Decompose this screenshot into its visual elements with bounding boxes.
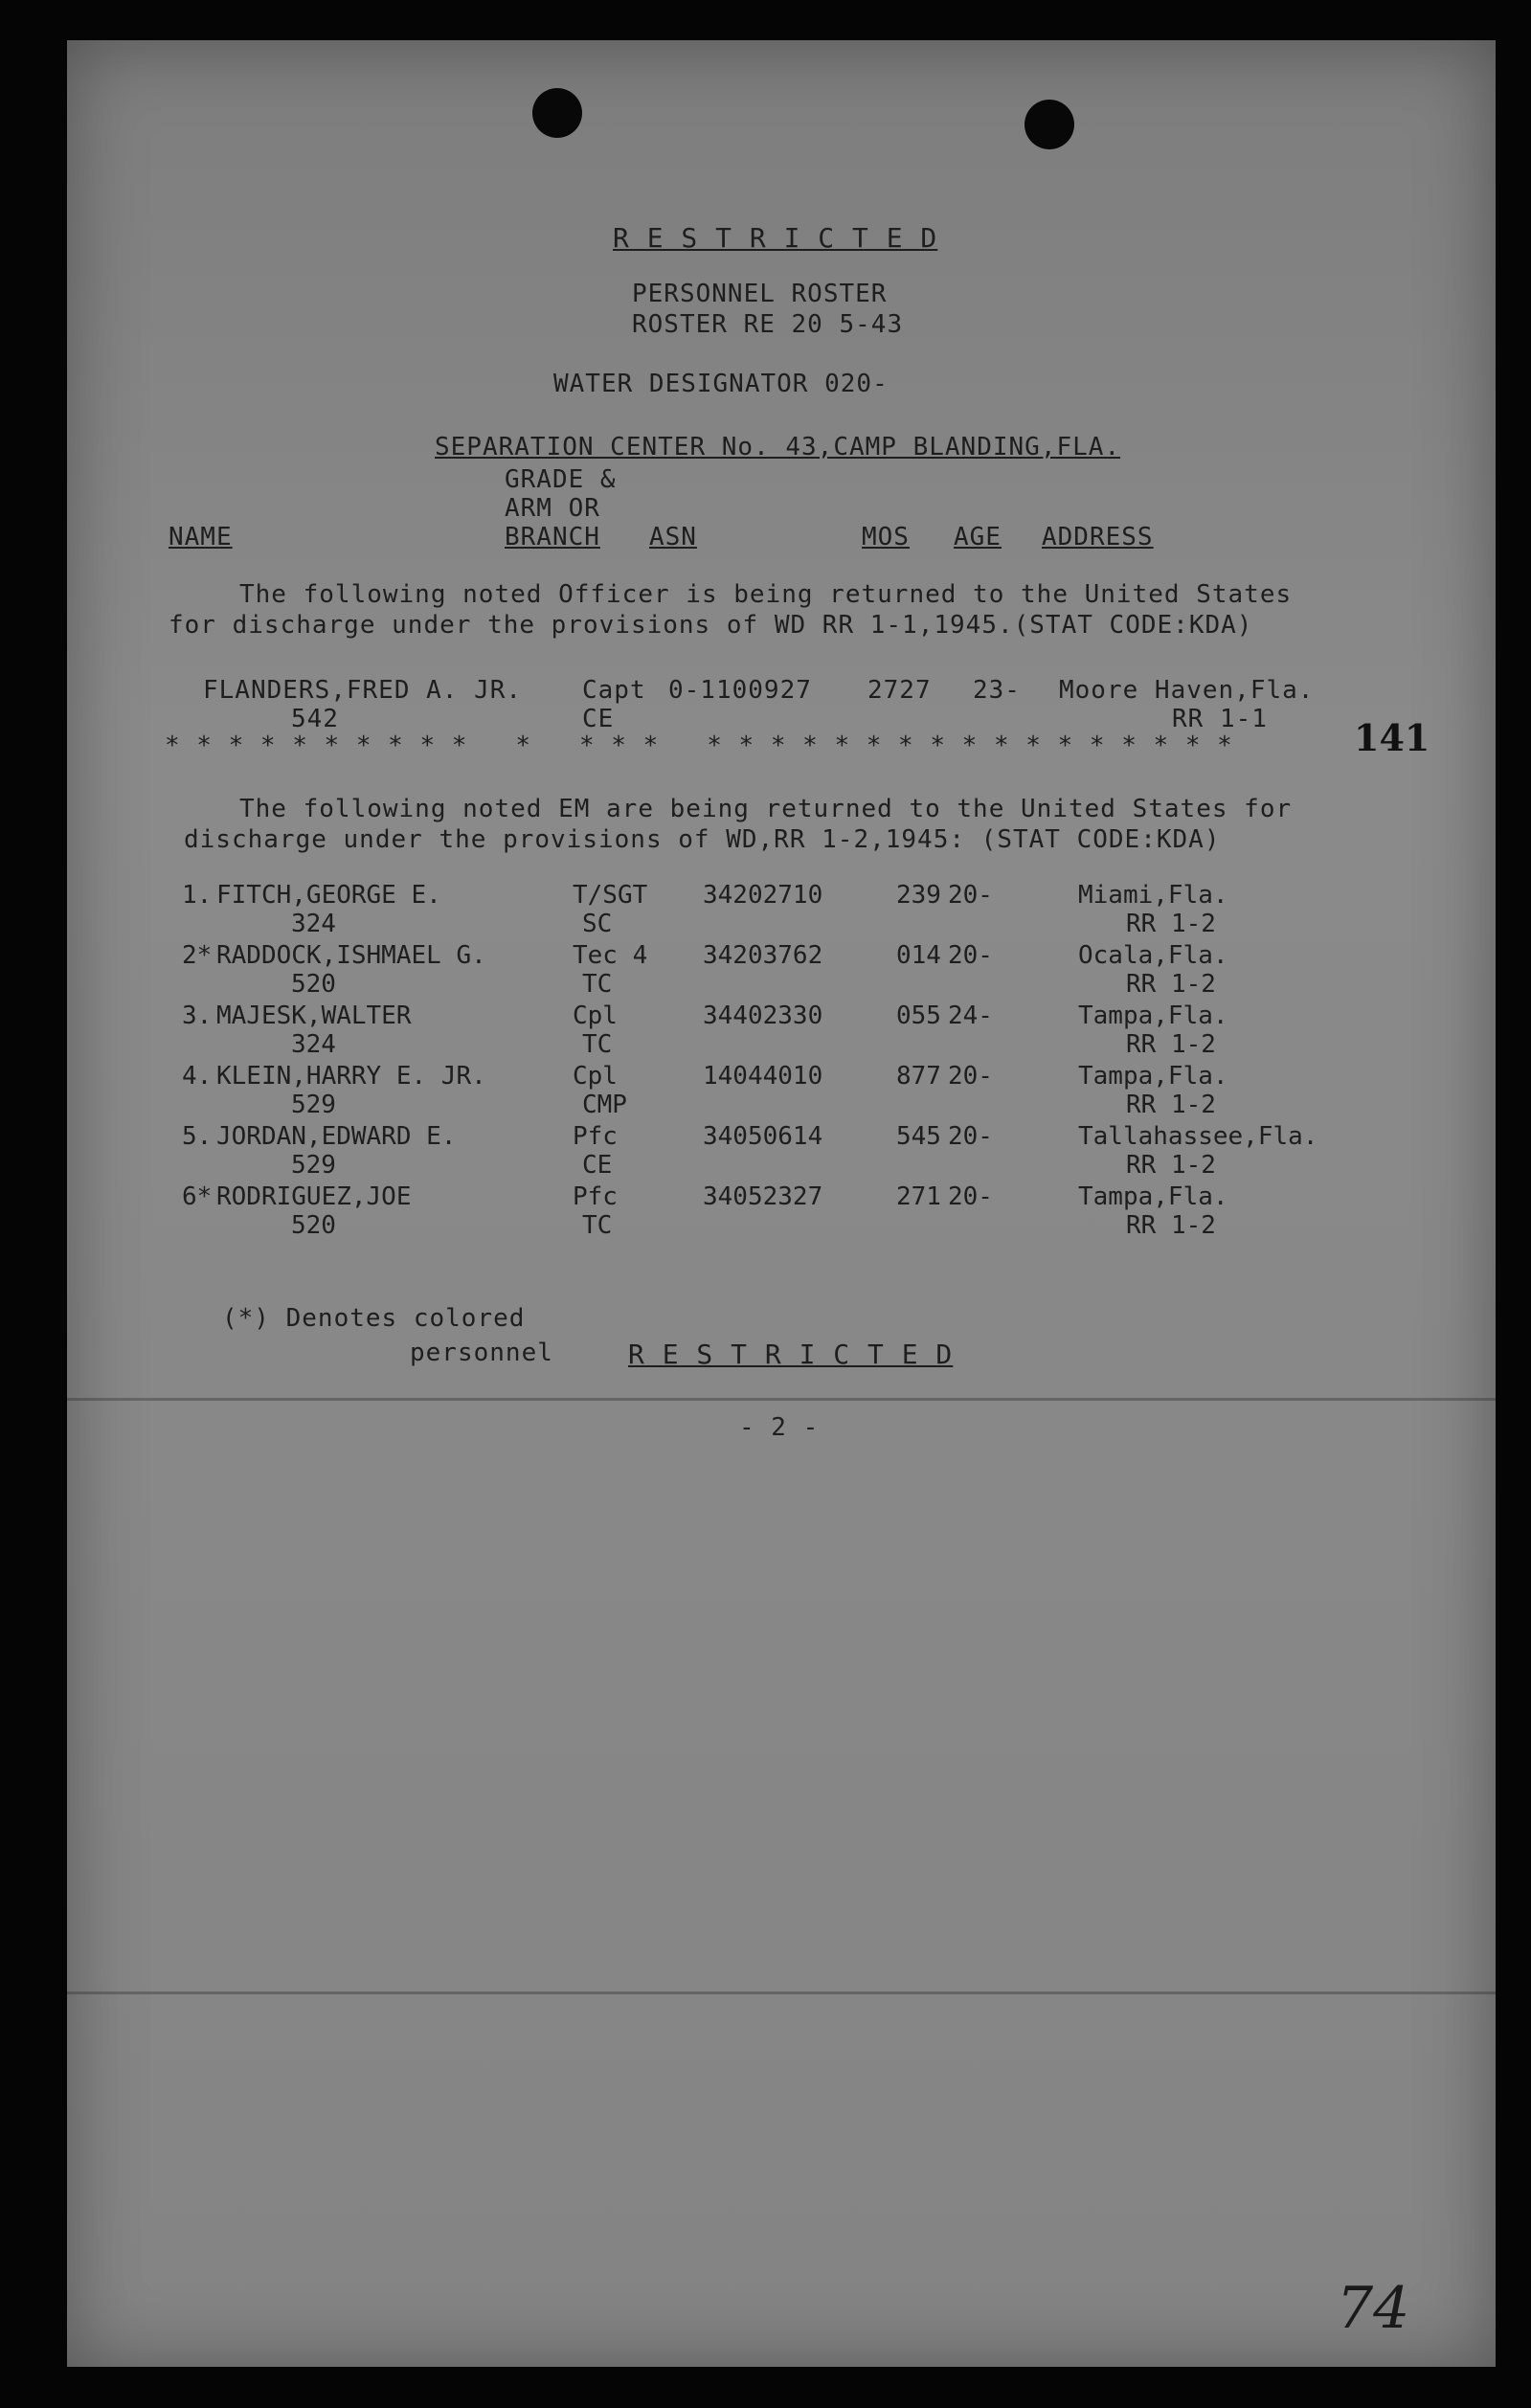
cell-branch: CMP (582, 1091, 627, 1119)
officer-address: Moore Haven,Fla. (1059, 676, 1315, 705)
cell-age: 20- (948, 941, 993, 970)
cell-mos: 055 (896, 1001, 941, 1030)
cell-address: Tampa,Fla. (1078, 1062, 1228, 1091)
cell-asn: 34203762 (703, 941, 823, 970)
classification-top: R E S T R I C T E D (613, 222, 938, 254)
cell-grade: T/SGT (573, 881, 648, 910)
cell-age: 20- (948, 1122, 993, 1151)
stamp-number: 141 (1354, 716, 1430, 759)
cell-age: 24- (948, 1001, 993, 1030)
cell-mos: 239 (896, 881, 941, 910)
cell-code: 520 (291, 1211, 336, 1240)
cell-branch: CE (582, 1151, 613, 1180)
cell-rr: RR 1-2 (1126, 1211, 1216, 1240)
table-row (0, 941, 1531, 1002)
officer-branch: CE (582, 705, 615, 733)
punch-hole (532, 88, 582, 138)
col-grade-l2: ARM OR (505, 494, 600, 523)
cell-code: 324 (291, 1030, 336, 1059)
cell-num: 6* (182, 1182, 213, 1211)
punch-hole (1024, 100, 1074, 149)
paper-seam (67, 1398, 1496, 1401)
cell-address: Tampa,Fla. (1078, 1001, 1228, 1030)
col-grade-l1: GRADE & (505, 465, 617, 494)
col-name: NAME (169, 523, 233, 551)
cell-rr: RR 1-2 (1126, 1091, 1216, 1119)
officer-intro-2: for discharge under the provisions of WD RR 1-1,1945.(STAT CODE:KDA) (169, 611, 1253, 640)
cell-age: 20- (948, 1182, 993, 1211)
cell-code: 520 (291, 970, 336, 999)
em-intro-2: discharge under the provisions of WD,RR 1-2,1945: (STAT CODE:KDA) (184, 825, 1221, 854)
cell-rr: RR 1-2 (1126, 910, 1216, 938)
cell-grade: Cpl (573, 1062, 618, 1091)
cell-address: Tallahassee,Fla. (1078, 1122, 1318, 1151)
cell-name: MAJESK,WALTER (216, 1001, 412, 1030)
cell-address: Tampa,Fla. (1078, 1182, 1228, 1211)
cell-asn: 34402330 (703, 1001, 823, 1030)
cell-name: KLEIN,HARRY E. JR. (216, 1062, 486, 1091)
cell-asn: 34050614 (703, 1122, 823, 1151)
table-row (0, 881, 1531, 942)
star-separator: * * * * * * * * * * * * * * * * * * * * * * * * * * * * * * * (165, 731, 1233, 760)
cell-num: 4. (182, 1062, 213, 1091)
cell-asn: 34052327 (703, 1182, 823, 1211)
officer-rr: RR 1-1 (1172, 705, 1268, 733)
table-row (0, 1122, 1531, 1183)
table-row (0, 1062, 1531, 1123)
cell-num: 1. (182, 881, 213, 910)
cell-mos: 877 (896, 1062, 941, 1091)
cell-asn: 34202710 (703, 881, 823, 910)
roster-title: PERSONNEL ROSTER (632, 280, 888, 308)
separation-center: SEPARATION CENTER No. 43,CAMP BLANDING,FLA. (435, 433, 1121, 461)
page-number: - 2 - (739, 1413, 820, 1442)
cell-name: RADDOCK,ISHMAEL G. (216, 941, 486, 970)
cell-name: JORDAN,EDWARD E. (216, 1122, 457, 1151)
cell-branch: TC (582, 1030, 613, 1059)
cell-code: 529 (291, 1091, 336, 1119)
col-age: AGE (954, 523, 1002, 551)
cell-address: Miami,Fla. (1078, 881, 1228, 910)
paper-seam (67, 1992, 1496, 1994)
cell-num: 3. (182, 1001, 213, 1030)
cell-rr: RR 1-2 (1126, 970, 1216, 999)
cell-branch: TC (582, 1211, 613, 1240)
officer-age: 23- (973, 676, 1021, 705)
cell-grade: Pfc (573, 1122, 618, 1151)
cell-mos: 014 (896, 941, 941, 970)
footnote-2: personnel (410, 1339, 553, 1367)
officer-asn: 0-1100927 (668, 676, 812, 705)
cell-grade: Cpl (573, 1001, 618, 1030)
cell-branch: SC (582, 910, 613, 938)
water-designator: WATER DESIGNATOR 020- (553, 370, 889, 398)
col-asn: ASN (649, 523, 697, 551)
cell-address: Ocala,Fla. (1078, 941, 1228, 970)
roster-number: ROSTER RE 20 5-43 (632, 310, 904, 339)
table-row (0, 1001, 1531, 1063)
col-mos: MOS (862, 523, 910, 551)
cell-age: 20- (948, 881, 993, 910)
cell-asn: 14044010 (703, 1062, 823, 1091)
footnote-1: (*) Denotes colored (222, 1304, 526, 1333)
cell-grade: Tec 4 (573, 941, 648, 970)
cell-mos: 271 (896, 1182, 941, 1211)
cell-rr: RR 1-2 (1126, 1151, 1216, 1180)
cell-name: RODRIGUEZ,JOE (216, 1182, 412, 1211)
officer-name: FLANDERS,FRED A. JR. (203, 676, 523, 705)
officer-intro-1: The following noted Officer is being returned to the United States (239, 580, 1293, 609)
cell-num: 2* (182, 941, 213, 970)
officer-mos: 2727 (867, 676, 932, 705)
cell-num: 5. (182, 1122, 213, 1151)
col-branch: BRANCH (505, 523, 600, 551)
cell-code: 324 (291, 910, 336, 938)
officer-code: 542 (291, 705, 339, 733)
handwritten-folio: 74 (1337, 2275, 1410, 2342)
cell-code: 529 (291, 1151, 336, 1180)
cell-name: FITCH,GEORGE E. (216, 881, 441, 910)
table-row (0, 1182, 1531, 1244)
col-address: ADDRESS (1042, 523, 1154, 551)
cell-grade: Pfc (573, 1182, 618, 1211)
classification-bottom: R E S T R I C T E D (628, 1339, 954, 1370)
cell-age: 20- (948, 1062, 993, 1091)
cell-branch: TC (582, 970, 613, 999)
officer-grade: Capt (582, 676, 646, 705)
em-intro-1: The following noted EM are being returned to the United States for (239, 795, 1293, 823)
cell-rr: RR 1-2 (1126, 1030, 1216, 1059)
cell-mos: 545 (896, 1122, 941, 1151)
